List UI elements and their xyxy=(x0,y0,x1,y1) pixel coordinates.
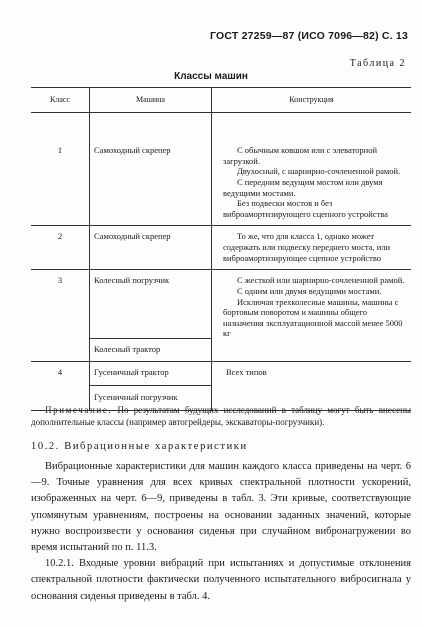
machine-cell: Самоходный скрепер xyxy=(90,226,212,270)
construction-line: С жесткой или шарнирно-сочлененной рамой. xyxy=(237,275,405,286)
class-cell: 1 xyxy=(31,113,90,226)
construction-line: Двухосный, с шарнирно-сочлененной рамой. xyxy=(237,166,401,177)
machine-cell: Гусеничный трактор xyxy=(90,361,212,385)
class-cell: 2 xyxy=(31,226,90,270)
construction-cell xyxy=(212,361,412,410)
section-title: Вибрационные характеристики xyxy=(64,441,248,452)
machine-classes-table xyxy=(31,87,411,411)
note-label: Примечание. xyxy=(45,405,113,415)
body-paragraph: 10.2.1. Входные уровни вибраций при испытаниях и допустимые отклонения спектральной плотности фактически полученного испытательного вибросигнала у основания сиденья приведены в табл. 4. xyxy=(31,558,411,602)
construction-line: С обычным ковшом или с элеваторной загрузкой. xyxy=(223,145,377,166)
running-header: ГОСТ 27259—87 (ИСО 7096—82) С. 13 xyxy=(209,30,408,42)
machine-cell: Гусеничный погрузчик xyxy=(90,385,212,411)
body-paragraph: Вибрационные характеристики для машин каждого класса приведены на черт. 6—9. Точные уравнения для всех кривых спектральной плотности ускорений, изображенных на черт. 6—9, приведены в табл. 3. Эти кривые, соответствующие упомянутым уравнениям, построены на основании заданных значений, которые нужно воспроизвести у основания сиденья при случайном вибронагружении во время испытаний по п. 11.3. xyxy=(31,461,411,554)
construction-cell xyxy=(212,113,412,226)
construction-line: Всех типов xyxy=(226,366,267,377)
column-header-class: Класс xyxy=(31,88,90,113)
construction-cell xyxy=(212,226,412,270)
construction-line: То же, что для класса 1, однако может содержать или подвеску переднего моста, или виброамортизирующее сцепное устройство xyxy=(223,231,391,263)
machine-cell: Колесный погрузчик xyxy=(90,270,212,339)
table-row xyxy=(31,270,411,339)
table-row xyxy=(31,113,411,226)
machine-cell: Самоходный скрепер xyxy=(90,113,212,226)
column-header-construction: Конструкция xyxy=(212,88,412,113)
construction-cell xyxy=(212,270,412,362)
construction-line: С передним ведущим мостом или двумя ведущими мостами. xyxy=(223,176,383,198)
table-row xyxy=(31,361,411,385)
class-cell: 4 xyxy=(31,361,90,410)
machine-cell: Колесный трактор xyxy=(90,339,212,362)
construction-line: Исключая трехколесные машины, машины с бортовым поворотом и машины общего назначения эксплуатационной массой менее 5000 кг xyxy=(223,296,403,339)
section-number: 10.2. xyxy=(31,441,60,452)
table-row xyxy=(31,226,411,270)
construction-line: Без подвески мостов и без виброамортизирующего сцепного устройства xyxy=(223,198,388,219)
section-heading xyxy=(31,441,248,452)
class-cell: 3 xyxy=(31,270,90,362)
table-note xyxy=(31,405,411,428)
note-text: По результатам будущих исследований в таблицу могут быть внесены дополнительные классы (например автогрейдеры, экскаваторы-погрузчики). xyxy=(31,405,412,427)
table-title: Классы машин xyxy=(174,71,248,82)
table-number-label: Таблица 2 xyxy=(349,58,406,69)
section-body xyxy=(31,459,411,605)
construction-line: С одним или двумя ведущими мостами. xyxy=(237,285,382,296)
table-header-row xyxy=(31,88,411,113)
column-header-machine: Машина xyxy=(90,88,212,113)
